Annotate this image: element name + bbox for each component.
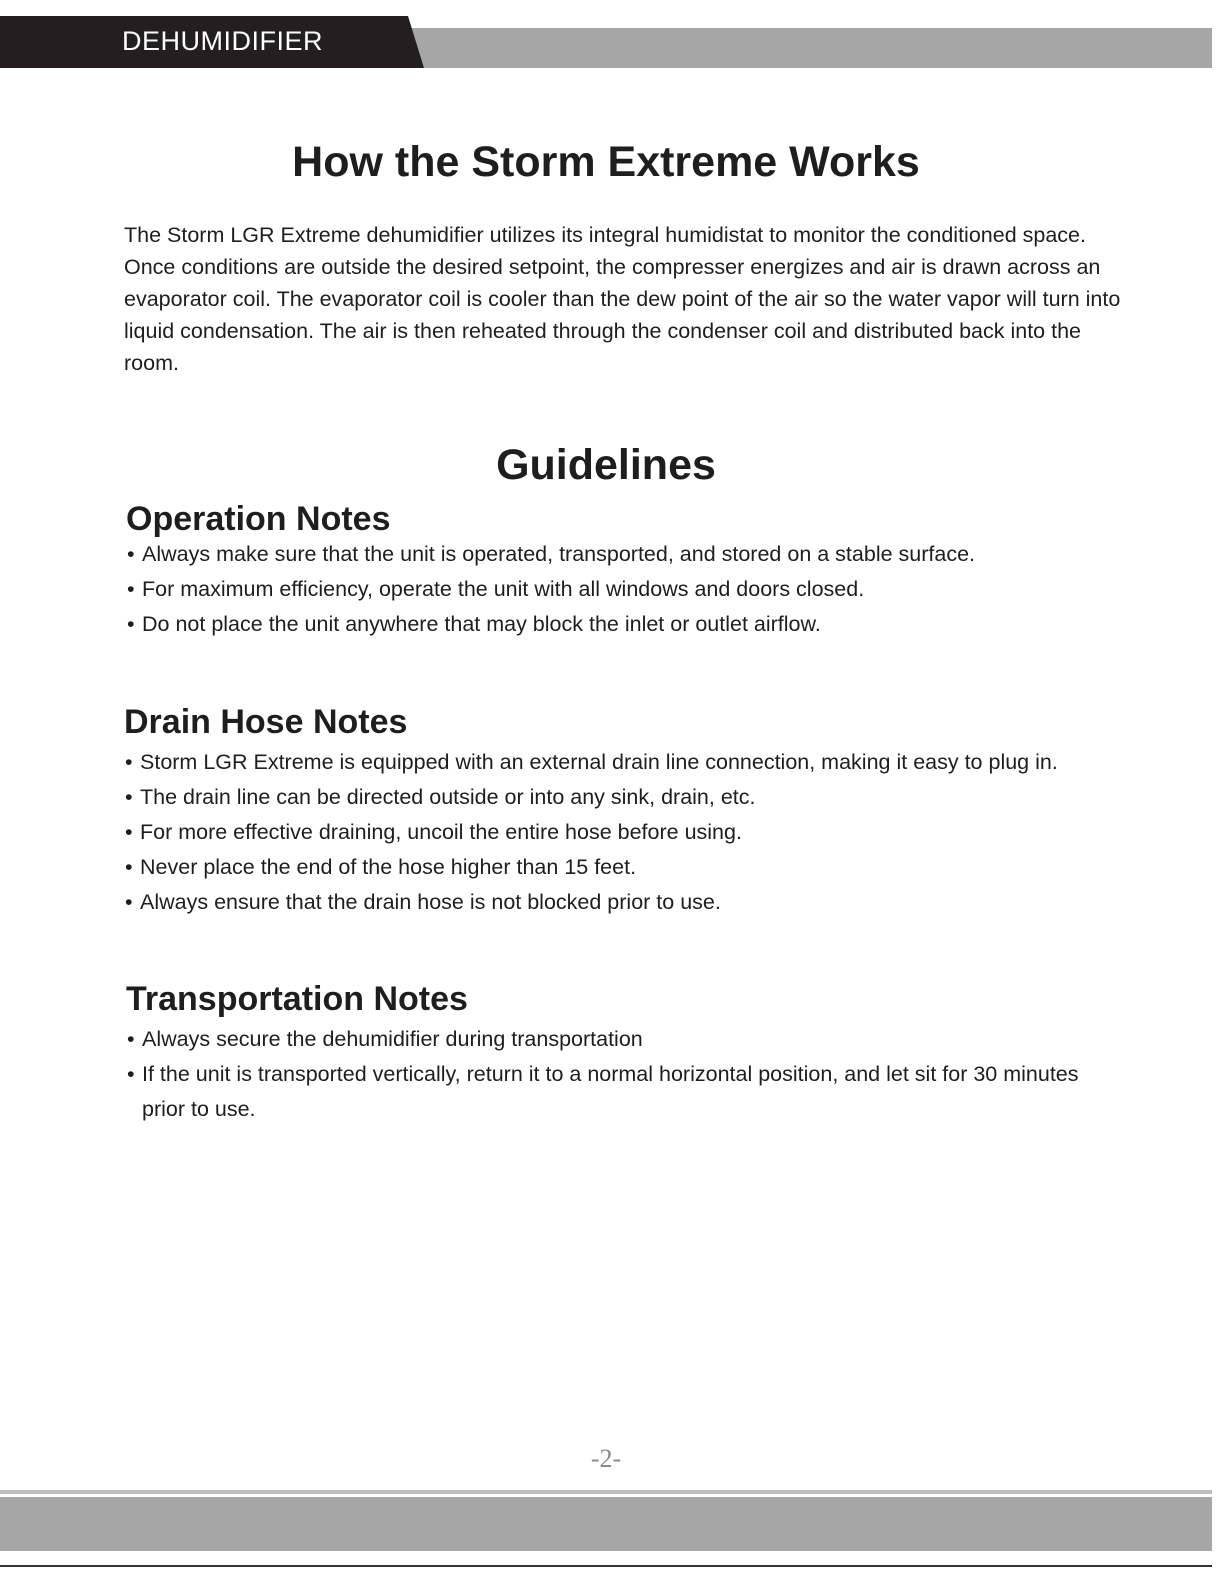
drain-hose-notes-list — [125, 745, 1058, 920]
footer-divider — [0, 1490, 1212, 1494]
bullet-icon: • — [125, 820, 133, 844]
bullet-icon: • — [127, 542, 135, 566]
list-item-text: Storm LGR Extreme is equipped with an external drain line connection, making it easy to plug in. — [140, 750, 1058, 774]
drain-hose-notes-heading: Drain Hose Notes — [124, 703, 408, 741]
operation-notes-heading: Operation Notes — [126, 500, 391, 538]
list-item — [125, 885, 1058, 920]
list-item-text: Always ensure that the drain hose is not blocked prior to use. — [140, 890, 721, 914]
header-label: DEHUMIDIFIER — [122, 26, 323, 56]
guidelines-title: Guidelines — [496, 441, 716, 489]
intro-paragraph: The Storm LGR Extreme dehumidifier utilizes its integral humidistat to monitor the conditioned space. Once conditions are outside the desired setpoint, the compresser energizes and air is drawn across an evaporator coil. The evaporator coil is cooler than the dew point of the air so the water vapor will turn into liquid condensation. The air is then reheated through the condenser coil and distributed back into the room. — [124, 223, 1121, 375]
list-item-text: Do not place the unit anywhere that may block the inlet or outlet airflow. — [142, 612, 821, 636]
list-item-text: Always secure the dehumidifier during transportation — [142, 1027, 643, 1051]
footer-rule — [0, 1565, 1212, 1567]
bullet-icon: • — [127, 1027, 135, 1051]
page-number: -2- — [590, 1444, 622, 1473]
list-item-text: Always make sure that the unit is operated, transported, and stored on a stable surface. — [142, 542, 975, 566]
list-item — [127, 572, 975, 607]
transportation-notes-list — [127, 1022, 1102, 1127]
list-item — [127, 1022, 1102, 1057]
list-item — [127, 607, 975, 642]
list-item-text: The drain line can be directed outside or into any sink, drain, etc. — [140, 785, 756, 809]
bullet-icon: • — [125, 890, 133, 914]
page-title: How the Storm Extreme Works — [292, 138, 920, 186]
footer-band — [0, 1497, 1212, 1551]
list-item-text: If the unit is transported vertically, return it to a normal horizontal position, and let sit for 30 minutes prior to use. — [142, 1062, 1079, 1121]
bullet-icon: • — [125, 750, 133, 774]
bullet-icon: • — [125, 785, 133, 809]
list-item-text: Never place the end of the hose higher than 15 feet. — [140, 855, 637, 879]
list-item-text: For maximum efficiency, operate the unit with all windows and doors closed. — [142, 577, 865, 601]
bullet-icon: • — [125, 855, 133, 879]
list-item — [125, 815, 1058, 850]
list-item — [125, 850, 1058, 885]
operation-notes-list — [127, 537, 975, 642]
list-item — [125, 780, 1058, 815]
transportation-notes-heading: Transportation Notes — [126, 980, 468, 1018]
list-item — [127, 1057, 1102, 1127]
bullet-icon: • — [127, 612, 135, 636]
list-item — [125, 745, 1058, 780]
bullet-icon: • — [127, 577, 135, 601]
list-item — [127, 537, 975, 572]
list-item-text: For more effective draining, uncoil the entire hose before using. — [140, 820, 742, 844]
bullet-icon: • — [127, 1062, 135, 1086]
